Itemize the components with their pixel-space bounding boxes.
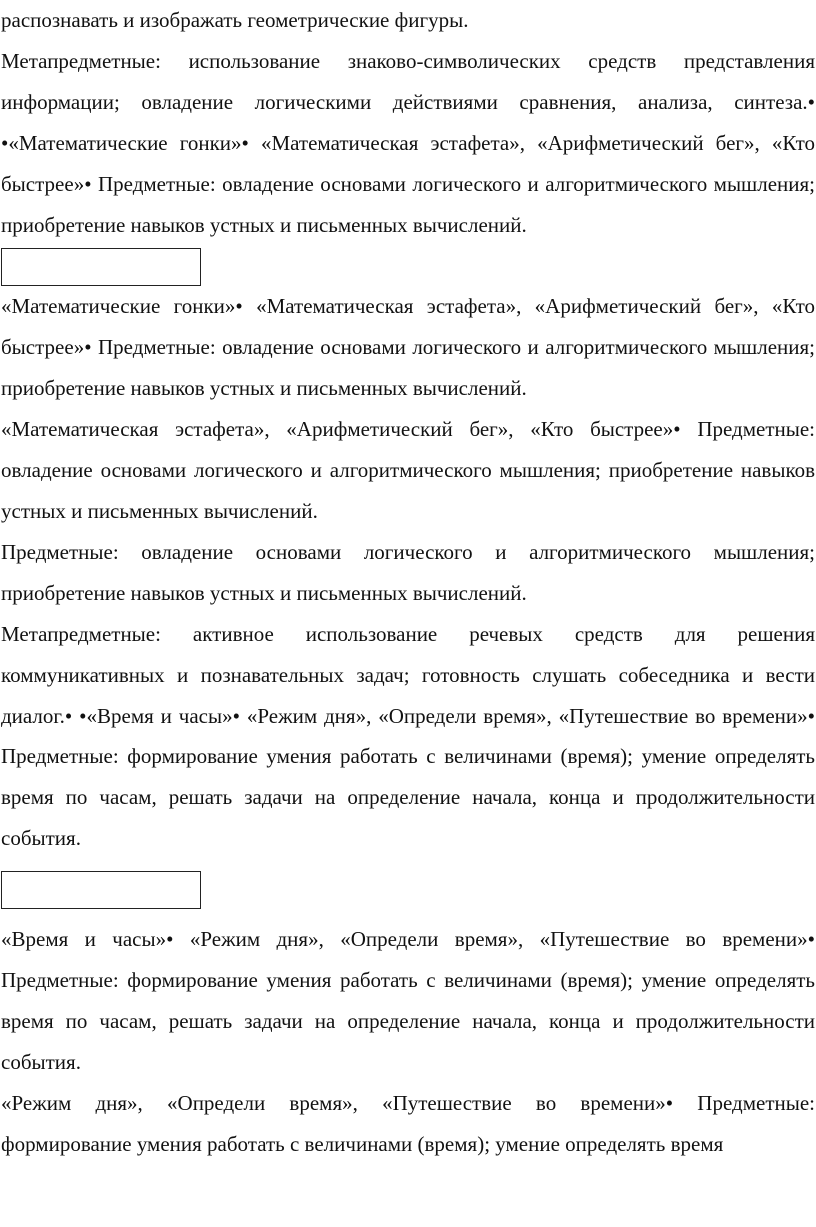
paragraph-subject-logic: Предметные: овладение основами логического и алгоритмического мышления; приобретение навыков устных и письменных вычислений.: [1, 539, 815, 605]
paragraph-math-races: «Математические гонки»• «Математическая эстафета», «Арифметический бег», «Кто быстрее»• Предметные: овладение основами логического и алгоритмического мышления; приобретение навыков устных и письменных вычислений.: [1, 294, 815, 401]
paragraph-figures: распознавать и изображать геометрические фигуры.: [1, 8, 469, 32]
empty-table-cell: [1, 871, 201, 909]
paragraph-day-schedule: «Режим дня», «Определи время», «Путешествие во времени»• Предметные: формирование умения работать с величинами (время); умение определять время: [1, 1090, 815, 1156]
empty-table-cell: [1, 248, 201, 286]
paragraph-metasubject-math: Метапредметные: использование знаково-символических средств представления информации; овладение логическими действиями сравнения, анализа, синтеза.• •«Математические гонки»• «Математическая эстафета», «Арифметический бег», «Кто быстрее»• Предметные: овладение основами логического и алгоритмического мышления; приобретение навыков устных и письменных вычислений.: [1, 48, 815, 237]
paragraph-time-and-clock: «Время и часы»• «Режим дня», «Определи время», «Путешествие во времени»• Предметные: формирование умения работать с величинами (время); умение определять время по часам, решать задачи на определение начала, конца и продолжительности события.: [1, 927, 815, 1074]
paragraph-metasubject-speech: Метапредметные: активное использование речевых средств для решения коммуникативных и познавательных задач; готовность слушать собеседника и вести диалог.• •«Время и часы»• «Режим дня», «Определи время», «Путешествие во времени»• Предметные: формирование умения работать с величинами (время); умение определять время по часам, решать задачи на определение начала, конца и продолжительности события.: [1, 621, 815, 851]
paragraph-math-relay: «Математическая эстафета», «Арифметический бег», «Кто быстрее»• Предметные: овладение основами логического и алгоритмического мышления; приобретение навыков устных и письменных вычислений.: [1, 417, 815, 523]
